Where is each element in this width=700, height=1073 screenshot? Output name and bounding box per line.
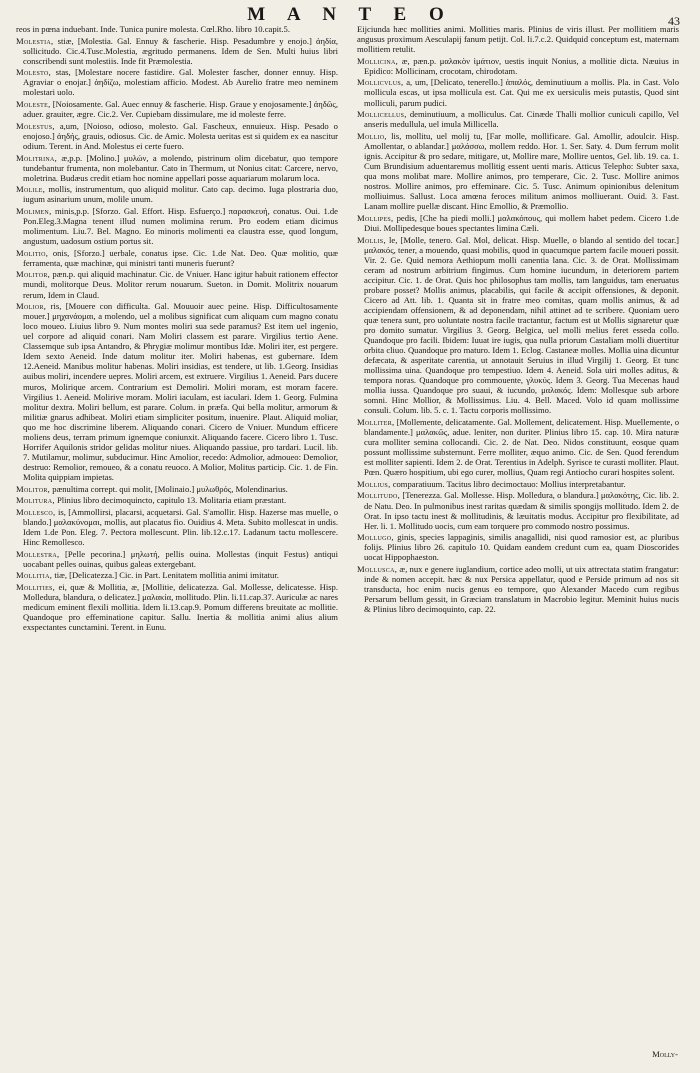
entry-headword: Molliter, bbox=[357, 416, 395, 427]
entry-text: onis, [Sforzo.] uerbale, conatus ipse. Cic. 1.de Nat. Deo. Quæ molitio, quæ ferramenta, quæ machinæ, qui ministri tanti muneris fuerunt? bbox=[23, 247, 338, 268]
dictionary-entry bbox=[357, 235, 679, 416]
entry-headword: Molitio, bbox=[16, 247, 49, 258]
entry-headword: Mollis, bbox=[357, 234, 386, 245]
entry-text: a, um, [Delicato, tenerello.] ἁπαλός, deminutiuum a mollis. Pla. in Cast. Volo mollicula escas, ut ipsa mollicula est. Cat. Qui me ex uersiculis meis putastis, Quod sint molliculi, parum pudici. bbox=[364, 77, 679, 108]
dictionary-entry bbox=[16, 269, 338, 299]
dictionary-entry bbox=[357, 213, 679, 233]
dictionary-entry bbox=[16, 36, 338, 66]
entry-headword: Molitura, bbox=[16, 495, 55, 506]
dictionary-entry bbox=[16, 495, 338, 505]
dictionary-entry bbox=[357, 56, 679, 76]
dictionary-entry bbox=[16, 24, 338, 34]
dictionary-entry bbox=[16, 582, 338, 632]
entry-text: mollis, instrumentum, quo aliquid molitur. Cato cap. decimo. Iuga plostraria duo, iugum asinarium unum, molile unum. bbox=[23, 184, 338, 205]
entry-headword: Molimen, bbox=[16, 205, 52, 216]
entry-headword: Molitor, bbox=[16, 483, 51, 494]
dictionary-entry bbox=[16, 99, 338, 119]
entry-headword: Mollugo, bbox=[357, 532, 394, 543]
entry-text: Plinius libro decimoquincto, capitulo 13. Molitaria etiam præstant. bbox=[56, 495, 287, 506]
entry-headword: Mollusca, bbox=[357, 563, 398, 574]
entry-headword: Mollius, bbox=[357, 478, 391, 489]
entry-headword: Molestia, bbox=[16, 35, 54, 46]
entry-text: æ,p.p. [Molino.] μυλών, a molendo, pistrinum olim dicebatur, quo tempore tundebantur frumenta, non molebantur. Cato in Thermum, ut Nonius citat: Carcere, nervo, moletrina. Budæus credit etiam hoc nomine appellari posse aquariarum molarum loca. bbox=[23, 152, 338, 183]
entry-text: [Noiosamente. Gal. Auec ennuy & fascherie. Hisp. Graue y enojosamente.] ἀηδῶς, aduer. grauiter, ægre. Cic.2. Ver. Cupiebam dissimulare, me id moleste ferre. bbox=[23, 99, 338, 120]
dictionary-entry bbox=[357, 131, 679, 211]
entry-text: le, [Molle, tenero. Gal. Mol, delicat. Hisp. Muelle, o blando al sentido del tocar.] μαλακός, tener, a mouendo, quasi mobilis, quod in quacumque partem facile moueri possit. Vir. 2. Ge. Quid nemora Aethiopum molli canentia lana. Cic. 3. de Orat. Mollissimam ceram ad nostrum arbitrium fingimus. Cum homine iucundum, in deteriorem partem accipitur. Cic. 1. de Orat. Quis hoc philosophus tam mollis, tam languidus, tam eneruatus probare posset? Mollis animus, placabilis, qui facile & accipit offensiones, & deponit. Cicero ad Att. lib. 1. Quanta sit in fratre meo comitas, quam mollis animus, & ad accipiendam offensionem, & ad deponendam, nihil attinet ad te scribere. Quoniam uero quæ tenera sunt, pro uoluntate nostra facile tractantur, factum est ut Mollis signaretur quæ pro domito sumatur. Virgilius 3. Georg. Belgica, uel molli melius feret esseda collo. Quandoque pro facili. Ibidem: Iuuat ire iugis, qua nulla priorum Castaliam molli diuertitur orbita cliuo. Quandoque pro maturo. Idem 1. Eclog. Castaneæ molles. Mollia uina dicuntur defæcata, & asperitate carentia, ut annotauit Seruius in illud Virgilij 1. Georg. Et tunc mollissima uina. Quandoque pro tempestiuo. Idem 4. Aeneid. Sola uiri molles aditus, & tempora noras. Quandoque pro commouente, γλυκύς. Idem 3. Georg. Tua Mecenas haud mollia iussa. Quandoque pro suaui, & iucundo, μαλακός. Idem: Mollesque sub arbore somni. Hinc Mollior, & Mollissimus. Liu. 4. Bell. Maced. Volo id quam mollissime consuli. Colum. lib. 5. c. 1. Tactu corporis mollissimo. bbox=[364, 234, 679, 416]
entry-text: ris, [Mouere con difficulta. Gal. Mouuoir auec peine. Hisp. Difficultosamente mouer.] μηχανάομαι, a molendo, uel a molibus significat cum aliquam cum magno conatu loco moueo. Liuius libro 9. Num montes moliri sua sede paramus? Est item uel ingenio, uel corpore ad aliquid conari. Nam Moliri classem est parare. Virgilius tertio Aene. Classemque sub ipsa Antandro, & Phrygiæ molimur montibus Idæ. Moliri iter, est pergere. Idem sexto Aeneid. Inde datum molitur iter. Moliri habenas, est gubernare. Idem 12.Aeneid. Manibus molitur habenas. Moliri insidias, est tendere, ut lib. 1.Georg. Insidias auibus moliri, incendere uepres. Moliri arcem, est extruere. Virgilius 1. Aeneid. Pars ducere muros, Molirique arcem. Contrarium est Demoliri. Moliri moram, est moram facere. Virgilius 1. Aeneid. Molirive moram. Moliri iaculam, est iaculari. Idem 1. Georg. Fulmina molitur dextra. Moliri bellum, est parare. Colum. in præfa. Qui bella molitur, armorum & militiæ gnarus adhibeat. Moliri etiam simpliciter positum, inuenire. Plaut. Aliquid moliar, quo me hoc discrimine liberem. Aliquando conari. Cicero de Vniuer. Mundum efficere moliens deus, terram primum ignemque coniunxit. Aliquando facere. Cicero libro 1. Tusc. Horrifer Aquilonis stridor gelidas molitur niues. Aliquando passiue, pro tardari. Lucil. lib. 7. Mutilamur, molimur, subducimur. Hinc Amolior, recedo: Admolior, admoueo: Demolior, destruo: Remolior, remoueo, & a conatu reuoco. A Molior, Molitus particip. Cic. 1. de Fin. Molita quippiam impietas. bbox=[23, 301, 339, 482]
dictionary-entry bbox=[16, 549, 338, 569]
dictionary-entry bbox=[357, 24, 679, 54]
entry-text: minis,p.p. [Sforzo. Gal. Effort. Hisp. Esfuerço.] παρασκευή, conatus. Oui. 1.de Pon.Eleg.3.Magna tenent illud numen molimina rerum. Pro eodem etiam dicimus molimentum. Liu.7. Bel. Magno. Eo minoris molimenti ea claustra esse, quod longum, angustum, uadosum ostium portus sit. bbox=[23, 205, 338, 247]
entry-headword: Mollicvlus, bbox=[357, 77, 404, 88]
entry-text: deminutiuum, a molliculus. Cat. Cinæde Thalli mollior cuniculi capillo, Vel anseris medullula, uel imula Millicella. bbox=[364, 109, 679, 130]
dictionary-entry bbox=[357, 479, 679, 489]
dictionary-entry bbox=[16, 570, 338, 580]
dictionary-entry bbox=[16, 206, 338, 246]
dictionary-entry bbox=[16, 507, 338, 547]
dictionary-entry bbox=[16, 484, 338, 494]
entry-text: [Pelle pecorina.] μηλωτή, pellis ouina. Mollestas (inquit Festus) antiqui uocabant pelles ouinas, quibus galeas extergebant. bbox=[23, 548, 338, 569]
entry-text: pænultima corrept. qui molit, [Molinaio.] μυλωθρός, Molendinarius. bbox=[52, 483, 288, 494]
entry-headword: Mollitudo, bbox=[357, 490, 401, 501]
entry-text: ginis, species lappaginis, similis anagallidi, nisi quod ramosior est, ac pluribus folijs. Plinius libro 26. capitulo 10. Quidam eandem credunt cum ea, quam Dioscorides uocat Hippophaeston. bbox=[364, 532, 679, 563]
page-header bbox=[0, 4, 700, 26]
dictionary-entry bbox=[357, 417, 679, 477]
dictionary-entry bbox=[16, 248, 338, 268]
dictionary-entry bbox=[16, 67, 338, 97]
dictionary-entry bbox=[357, 564, 679, 614]
entry-text: pedis, [Che ha piedi molli.] μαλακόπους, qui mollem habet pedem. Cicero 1.de Diui. Mollipedesque boues spectantes limina Cæli. bbox=[364, 212, 679, 233]
entry-text: [Tenerezza. Gal. Mollesse. Hisp. Molledura, o blandura.] μαλακότης, Cic. lib. 2. de Natu. Deo. In pulmonibus inest raritas quædam & similis spongijs mollitudo. Idem 2. de Orat. In ipso tactu inest & mollitudinis, & læuitatis modus. Accipitur pro flexibilitate, ad Her. li. 1. Mollitudo uocis, cum eam torquere pro commodo nostro possimus. bbox=[364, 490, 680, 531]
running-head: M A N T E O bbox=[247, 4, 453, 25]
entry-headword: Molile, bbox=[16, 184, 46, 195]
entry-text: Eijciunda hæc mollities animi. Mollities maris. Plinius de viris illust. Per mollitiem maris angusus proximum Aesculapij fanum petijt. Col. li.7.c.2. Quidquid conceptum est, maternam mollitiem retulit. bbox=[357, 24, 679, 55]
entry-text: is, [Ammollirsi, placarsi, acquetarsi. Gal. S'amollir. Hisp. Hazerse mas muelle, o blando.] μαλακύνομαι, mollis, aut placatus fio. Ouidius 4. Meta. Subito mollescat in undis. Idem 1.de Pon. Eleg. 7. Pectora mollescunt. Plin. lib.12.c.17. Ladanum tactu mollescere. Hinc Remollesco. bbox=[23, 506, 338, 548]
entry-text: æ, pæn.p. μαλακὸν ἱμάτιον, uestis inquit Nonius, a mollitie dicta. Næuius in Epidico: Mollicinam, crocotam, chirodotam. bbox=[364, 55, 679, 76]
entry-headword: Mollicina, bbox=[357, 55, 399, 66]
dictionary-entry bbox=[16, 121, 338, 151]
entry-text: stiæ, [Molestia. Gal. Ennuy & fascherie. Hisp. Pesadumbre y enojo.] ἀηδία, sollicitudo. Cic.4.Tusc.Molestia, ægritudo permanens. Idem de Sen. Multi huius libri conscribendi sunt molestiis. Inde fit Præmolestia. bbox=[23, 35, 338, 66]
entry-headword: Molitor, bbox=[16, 269, 51, 280]
entry-headword: Molestus, bbox=[16, 120, 55, 131]
entry-headword: Mollio, bbox=[357, 130, 387, 141]
dictionary-entry bbox=[357, 532, 679, 562]
entry-headword: Mollesco, bbox=[16, 506, 56, 517]
dictionary-entry bbox=[16, 184, 338, 204]
catchword: Molly- bbox=[652, 1049, 678, 1059]
entry-headword: Molior, bbox=[16, 301, 47, 312]
entry-text: stas, [Molestare nocere fastidire. Gal. Molester fascher, donner ennuy. Hisp. Agraviar o enojar.] ἀηδίζω, molestiam afficio. Modest. Ab Aurelio fratre meo neminem molestari uolo. bbox=[23, 67, 339, 98]
entry-text: tiæ, [Delicatezza.] Cic. in Part. Lenitatem mollitia animi imitatur. bbox=[54, 570, 279, 581]
dictionary-entry bbox=[357, 77, 679, 107]
entry-text: comparatiuum. Tacitus libro decimoctauo: Mollius interpretabantur. bbox=[392, 478, 626, 489]
entry-text: [Mollemente, delicatamente. Gal. Mollement, delicatement. Hisp. Muellemente, o blandamente.] μαλακῶς, adue. leniter, non duriter. Plinius libro 15. cap. 10. Mira naturæ cura molliter semina collocandi. Cic. 2. de Nat. Deo. Nidos constituunt, eosque quam possunt mollissime substernunt. Ferre molliter, æquo animo. Cic. de Sen. Quod ferendum est molliter sapienti. Idem 2. de Orat. Terentius in Adelph. Syrisce te curasti molliter. Plaut. Pœn. Quæro hospitium, ubi ego curer, mollius, Quam regi Antiocho curari hospites solent. bbox=[364, 416, 679, 478]
entry-text: lis, mollitu, uel molij tu, [Far molle, mollificare. Gal. Amollir, adoulcir. Hisp. Amollentar, o ablandar.] μαλάσσω, mollem reddo. Hor. 1. Ser. Saty. 4. Dum ferrum molit ignis. Accipitur & pro sedare, mitigare, ut, Mollire mare, Mollire uentos, Gel. lib. 19. ca. 1. Cum Brundisium aduentaremus mollitig essent uenti maris. Atticus Telepho: Subter saxa, qua mons molibat mare. Mollire animos, pro temperare, Cic. 2. Tusc. Mollire animos nostros. Mollire animos, pro effeminare. Cic. 5. Tusc. Animum opinionibus delenitum molliuimus. Sallust. Loca amœna feroces militum animos molliuerant. Ouid. 3. Fast. Lanam mollire puellæ discant. Hinc Emollio, & Præmollio. bbox=[364, 130, 679, 212]
entry-headword: Mollestra, bbox=[16, 548, 60, 559]
entry-text: pæn.p. qui aliquid machinatur. Cic. de Vniuer. Hanc igitur habuit rationem effector mundi, molitorque Deus. Molitor rerum nouarum. Sueton. in Domit. Molitrix nouarum rerum, Idem in Claud. bbox=[23, 269, 338, 300]
entry-text: a,um, [Noioso, odioso, molesto. Gal. Fascheux, ennuieux. Hisp. Pesado o enojoso.] ἀηδής, grauis, odiosus. Cic. de Amic. Molesta ueritas est si quidem ex ea nascitur odium. Terent. in And. Molestus ei certe fuero. bbox=[23, 120, 338, 151]
entry-headword: Mollities, bbox=[16, 581, 56, 592]
entry-headword: Mollitia, bbox=[16, 570, 53, 581]
page-number: 43 bbox=[668, 14, 680, 28]
entry-text: reos in pœna induebant. Inde. Tunica punire molesta. Cœl.Rho. libro 10.capit.5. bbox=[16, 24, 291, 34]
dictionary-entry bbox=[357, 490, 679, 530]
entry-headword: Molesto, bbox=[16, 67, 52, 78]
entry-headword: Moleste, bbox=[16, 99, 51, 110]
dictionary-entry bbox=[16, 301, 338, 482]
entry-text: ei, quæ & Mollitia, æ, [Mollitie, delicatezza. Gal. Mollesse, delicatesse. Hisp. Molledura, blandura, o delicatez.] μαλακία, mollitudo. Plin. li.11.cap.37. Auriculæ ac nares medicum eminent flexili mollitia. Idem li.13.cap.9. Pomum differens breuitate ac mollitie. Quandoque pro effeminatione capitur. Sallu. Inertia & mollitia animi alius alium exspectantes cunctamini. Terent. in Eunu. bbox=[23, 581, 338, 633]
entry-headword: Mollicellus, bbox=[357, 109, 407, 120]
dictionary-entry bbox=[357, 109, 679, 129]
entry-headword: Molitrina, bbox=[16, 152, 58, 163]
right-column bbox=[357, 24, 679, 616]
left-column bbox=[16, 24, 338, 634]
entry-text: æ, nux e genere iuglandium, cortice adeo molli, ut uix attrectata statim frangatur: inde & nomen accepit. hæc & nux Persica appellatur, quod e Perside primum ad nos sit transducta, hoc enim nucis genus eo tempore, quo Alexander Macedo cum regibus Persarum bellum gessit, in Græciam translatum in Macrobio legitur. Meminit huius nucis & Plinius libro decimoquinto, cap. 22. bbox=[364, 563, 679, 615]
entry-headword: Mollipes, bbox=[357, 212, 394, 223]
dictionary-entry bbox=[16, 153, 338, 183]
